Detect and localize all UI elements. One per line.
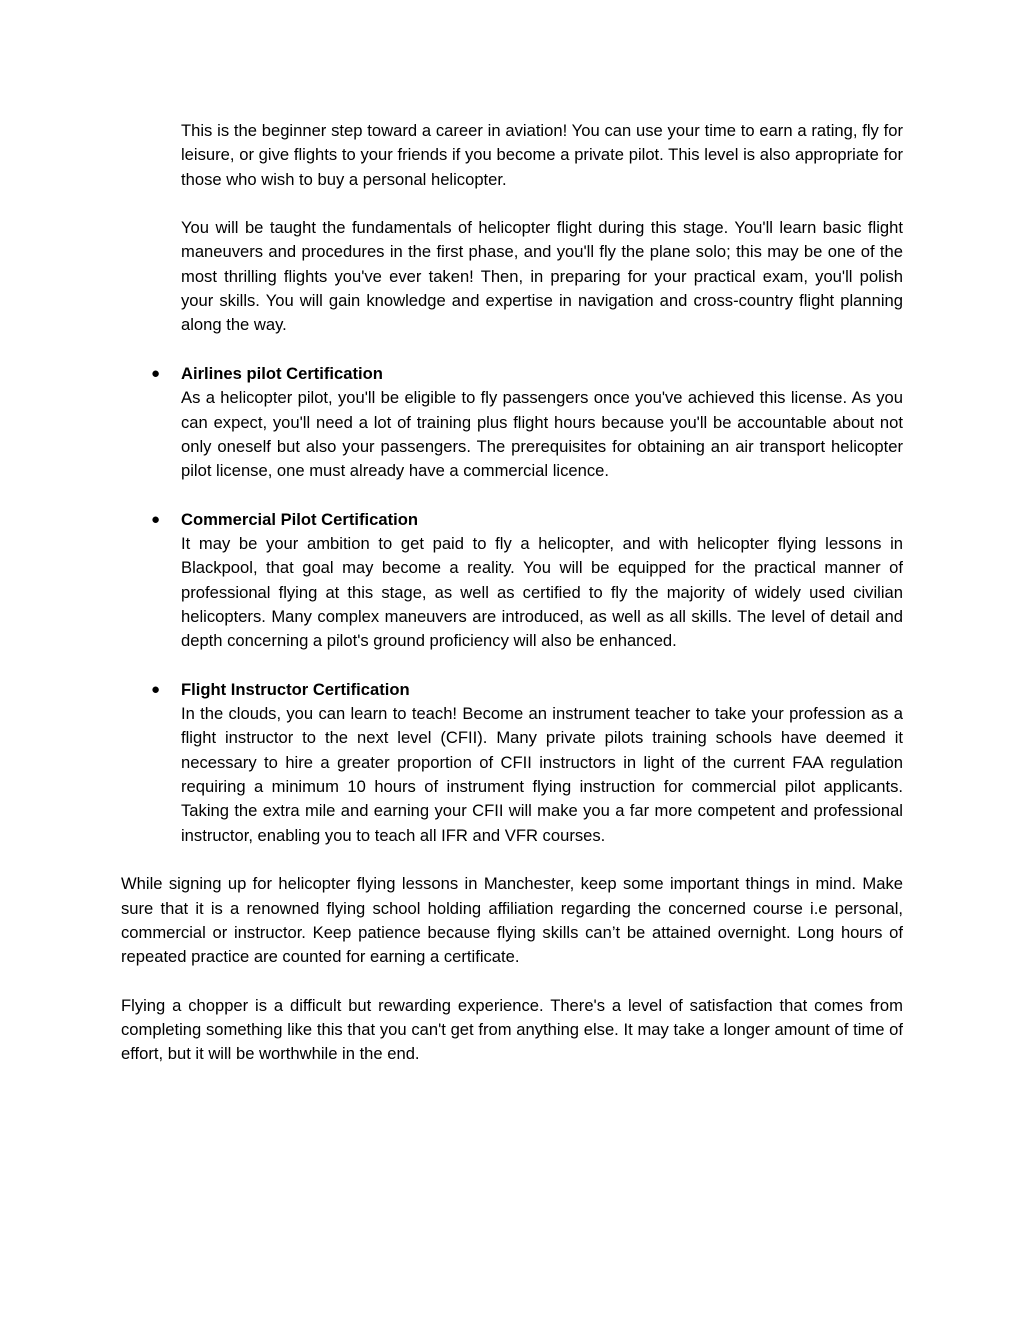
paragraph-spacer [181, 848, 903, 872]
intro-paragraph-1: This is the beginner step toward a career in aviation! You can use your time to earn a rating, fly for leisure, or give flights to your friends if you become a private pilot. This level is also appropriate for those who wish to buy a personal helicopter. [181, 121, 903, 189]
paragraph-spacer [121, 192, 903, 216]
list-item-flight-instructor [151, 678, 903, 872]
item-title: Airlines pilot Certification [181, 363, 383, 383]
item-body: It may be your ambition to get paid to fly a helicopter, and with helicopter flying lessons in Blackpool, that goal may become a reality. You will be equipped for the practical manner of professional flying at this stage, as well as certified to fly the majority of widely used civilian helicopters. Many complex maneuvers are introduced, as well as all skills. The level of detail and depth concerning a pilot's ground proficiency will also be enhanced. [181, 534, 903, 651]
bullet-icon: ● [151, 364, 161, 382]
list-item-airlines-pilot [151, 362, 903, 508]
certification-list [121, 362, 903, 872]
paragraph-spacer [181, 483, 903, 507]
paragraph-spacer [121, 969, 903, 993]
item-title: Commercial Pilot Certification [181, 509, 418, 529]
bullet-icon: ● [151, 680, 161, 698]
list-item-commercial-pilot [151, 508, 903, 678]
closing-paragraph-2: Flying a chopper is a difficult but rewarding experience. There's a level of satisfaction that comes from completing something like this that you can't get from anything else. It may take a longer amount of time of effort, but it will be worthwhile in the end. [121, 995, 903, 1064]
bullet-icon: ● [151, 510, 161, 528]
closing-paragraph-1: While signing up for helicopter flying lessons in Manchester, keep some important things in mind. Make sure that it is a renowned flying school holding affiliation regarding the concerned course i.e personal, commercial or instructor. Keep patience because flying skills can’t be attained overnight. Long hours of repeated practice are counted for earning a certificate. [121, 874, 903, 967]
document-page [121, 119, 903, 1067]
intro-paragraph-2: You will be taught the fundamentals of helicopter flight during this stage. You'll learn basic flight maneuvers and procedures in the first phase, and you'll fly the plane solo; this may be one of the most thrilling flights you've ever taken! Then, in preparing for your practical exam, you'll polish your skills. You will gain knowledge and expertise in navigation and cross-country flight planning along the way. [181, 218, 903, 335]
item-body: In the clouds, you can learn to teach! Become an instrument teacher to take your profession as a flight instructor to the next level (CFII). Many private pilots training schools have deemed it necessary to hire a greater proportion of CFII instructors in light of the current FAA regulation requiring a minimum 10 hours of instrument flying instruction for commercial pilot applicants. Taking the extra mile and earning your CFII will make you a far more competent and professional instructor, enabling you to teach all IFR and VFR courses. [181, 704, 903, 845]
item-body: As a helicopter pilot, you'll be eligible to fly passengers once you've achieved this license. As you can expect, you'll need a lot of training plus flight hours because you'll be accountable about not only oneself but also your passengers. The prerequisites for obtaining an air transport helicopter pilot license, one must already have a commercial licence. [181, 388, 903, 481]
item-title: Flight Instructor Certification [181, 679, 410, 699]
paragraph-spacer [181, 654, 903, 678]
paragraph-spacer [121, 338, 903, 362]
